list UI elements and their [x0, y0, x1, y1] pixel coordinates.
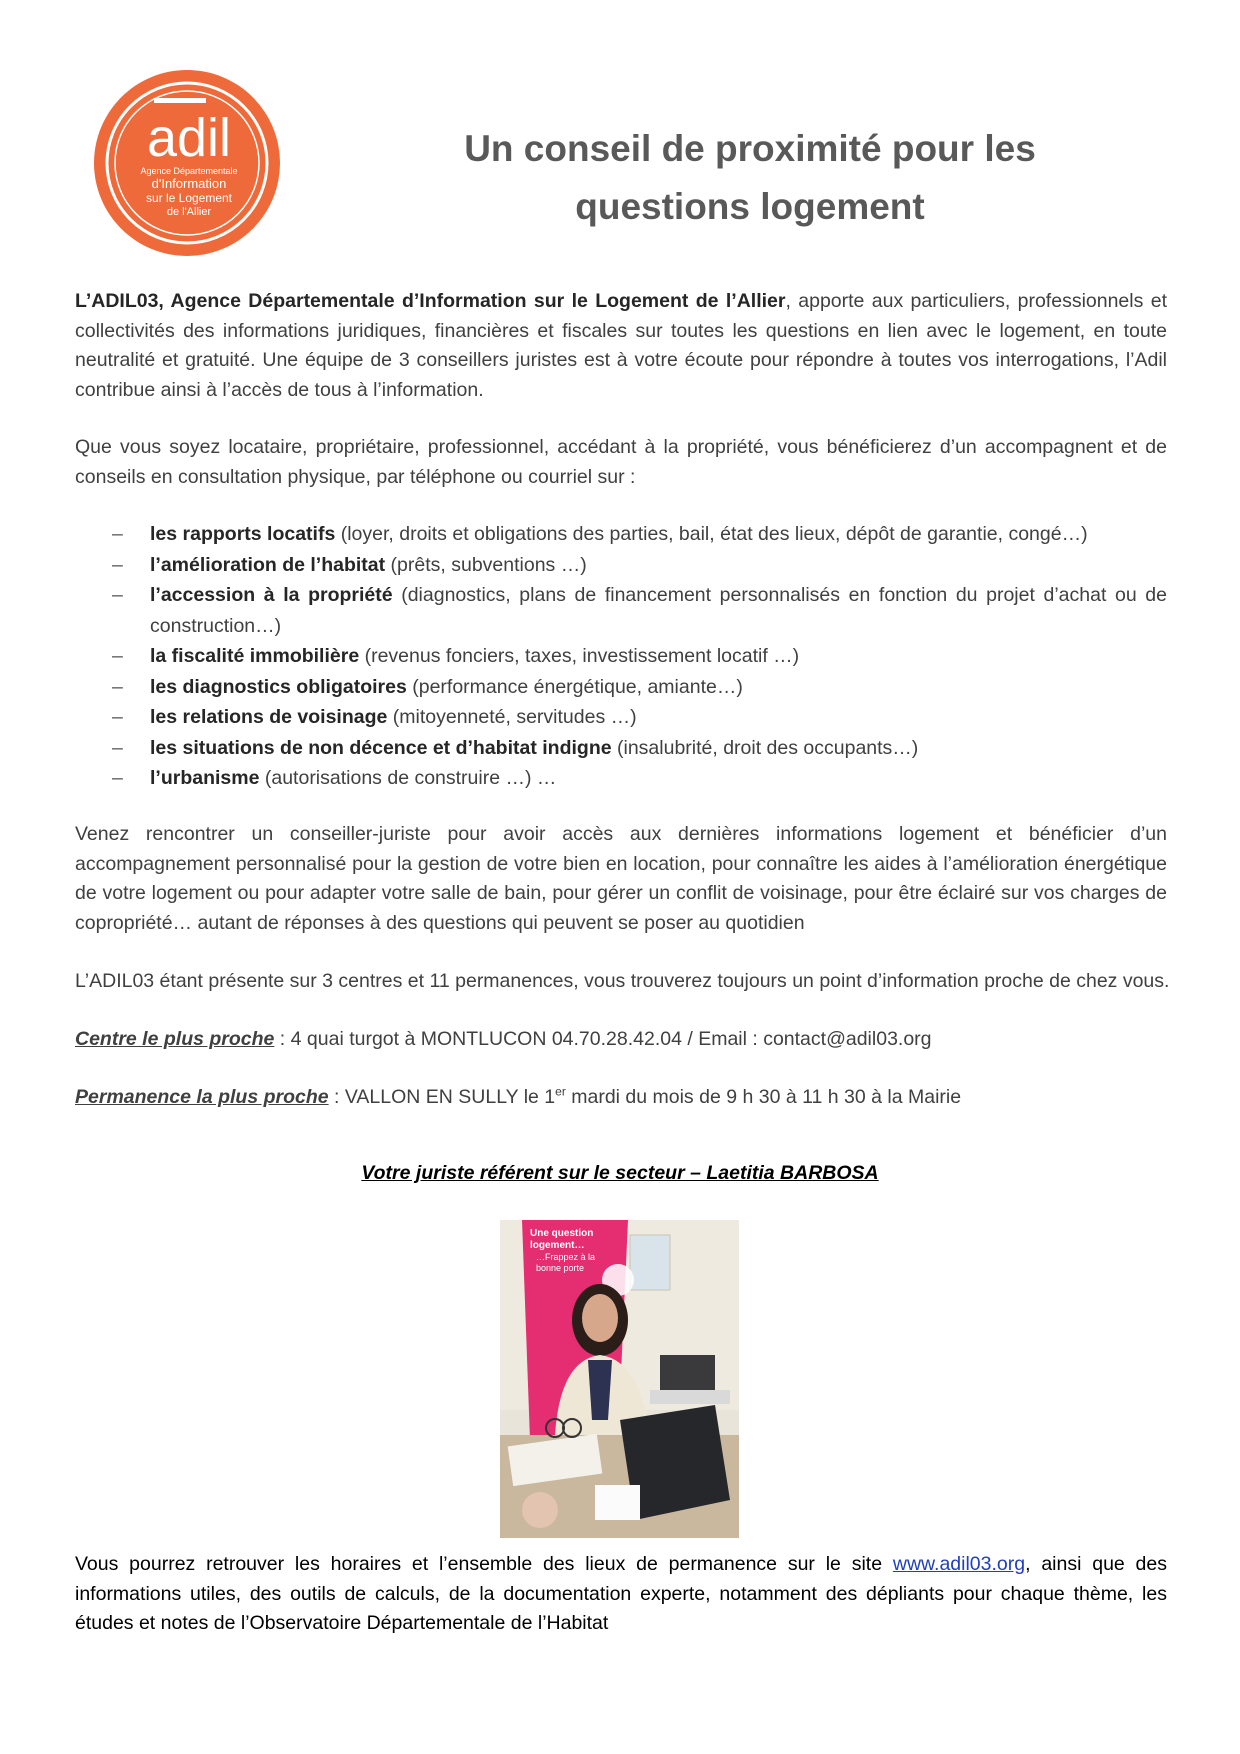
advisor-photo — [500, 1220, 739, 1538]
permanence-text-before: : VALLON EN SULLY le 1 — [328, 1086, 556, 1108]
topic-item — [75, 702, 1167, 733]
topic-title: les diagnostics obligatoires — [150, 675, 407, 698]
venez-paragraph: Venez rencontrer un conseiller-juriste pour avoir accès aux dernières informations logement et bénéficier d’un accompagnement personnalisé pour la gestion de votre bien en location, pour connaître les aides à l’amélioration énergétique de votre logement ou pour adapter votre salle de bain, pour gérer un conflit de voisinage, pour être éclairé sur vos charges de copropriété… autant de réponses à des questions qui peuvent se poser au quotidien — [75, 823, 1167, 934]
intro-text: , apporte aux particuliers, professionnels et collectivités des informations juridiques, financières et fiscales sur toutes les questions en lien avec le logement, en toute neutralité et gratuité. Une équipe de 3 conseillers juristes est à votre écoute pour répondre à toutes vos interrogations, l’Adil contribue ainsi à l’accès de tous à l’information. — [75, 290, 1167, 401]
topic-item — [75, 519, 1167, 550]
presence-line: L’ADIL03 étant présente sur 3 centres et 11 permanences, vous trouverez toujours un point d’information proche de chez vous. — [75, 970, 1170, 992]
bullet-dash: – — [112, 767, 123, 789]
topic-item — [75, 641, 1167, 672]
closing-before: Vous pourrez retrouver les horaires et l’ensemble des lieux de permanence sur le site — [75, 1553, 893, 1575]
topic-title: la fiscalité immobilière — [150, 645, 360, 667]
centre-line — [75, 1024, 932, 1054]
banner-line-1: Une question — [530, 1228, 594, 1239]
bullet-dash: – — [112, 553, 123, 576]
logo-line-2: d'Information — [151, 176, 227, 191]
topic-detail: (autorisations de construire …) … — [259, 767, 557, 789]
topic-title: l’urbanisme — [150, 767, 260, 789]
logo-wordmark: adil — [146, 108, 232, 168]
topic-item — [75, 733, 1167, 764]
bullet-dash: – — [112, 584, 123, 606]
closing-paragraph — [75, 1550, 1167, 1639]
topic-detail: (diagnostics, plans de financement personnalisés en fonction du projet d’achat ou de construction…) — [150, 584, 1167, 637]
topic-item — [75, 672, 1167, 703]
topics-list — [75, 519, 1167, 794]
adil-website-link[interactable]: www.adil03.org — [892, 1553, 1026, 1575]
page-title — [400, 120, 1100, 236]
bullet-dash: – — [112, 675, 123, 698]
topic-detail: (insalubrité, droit des occupants…) — [611, 736, 919, 759]
logo-line-3: sur le Logement — [145, 191, 233, 205]
referent-heading: Votre juriste référent sur le secteur – Laetitia BARBOSA — [361, 1162, 879, 1184]
logo-line-1: Agence Départementale — [140, 166, 238, 176]
permanence-text-after: mardi du mois de 9 h 30 à 11 h 30 à la Mairie — [565, 1086, 962, 1108]
centre-text: : 4 quai turgot à MONTLUCON 04.70.28.42.04 / Email : contact@adil03.org — [274, 1028, 932, 1050]
topic-detail: (revenus fonciers, taxes, investissement locatif …) — [359, 645, 800, 667]
banner-line-3: …Frappez à la — [536, 1252, 596, 1262]
topic-title: les relations de voisinage — [150, 706, 388, 728]
topic-detail: (loyer, droits et obligations des parties, bail, état des lieux, dépôt de garantie, congé…) — [335, 523, 1088, 545]
bullet-dash: – — [112, 736, 123, 759]
topic-title: les rapports locatifs — [150, 523, 336, 545]
topic-detail: (prêts, subventions …) — [385, 553, 587, 576]
closing-after: , ainsi que des informations utiles, des outils de calculs, de la documentation experte, notamment des dépliants pour chaque thème, les études et notes de l’Observatoire Départementale de l’Habitat — [75, 1553, 1167, 1634]
lead-paragraph: Que vous soyez locataire, propriétaire, professionnel, accédant à la propriété, vous bénéficierez d’un accompagnent et de conseils en consultation physique, par téléphone ou courriel sur : — [75, 436, 1167, 488]
topic-title: les situations de non décence et d’habitat indigne — [150, 736, 612, 759]
title-line-1: Un conseil de proximité pour les — [464, 128, 1036, 169]
intro-bold: L’ADIL03, Agence Départementale d’Information sur le Logement de l’Allier — [75, 290, 786, 312]
permanence-sup: er — [555, 1084, 566, 1099]
bullet-dash: – — [112, 706, 123, 728]
centre-label: Centre le plus proche — [75, 1028, 275, 1050]
topic-detail: (mitoyenneté, servitudes …) — [387, 706, 637, 728]
advisor-photo-icon — [500, 1220, 739, 1538]
topic-item — [75, 763, 1167, 794]
title-line-2: questions logement — [575, 186, 925, 227]
topic-title: l’amélioration de l’habitat — [150, 553, 386, 576]
bullet-dash: – — [112, 523, 123, 545]
bullet-dash: – — [112, 645, 123, 667]
topic-item — [75, 550, 1167, 581]
banner-line-2: logement… — [530, 1240, 585, 1251]
topic-title: l’accession à la propriété — [150, 584, 393, 606]
intro-paragraph — [75, 287, 1167, 405]
topic-item — [75, 580, 1167, 641]
adil-logo — [92, 68, 282, 258]
banner-line-4: bonne porte — [536, 1263, 585, 1273]
topic-detail: (performance énergétique, amiante…) — [406, 675, 743, 698]
logo-line-4: de l'Allier — [166, 206, 212, 218]
adil-logo-icon — [92, 68, 282, 258]
permanence-label: Permanence la plus proche — [75, 1086, 329, 1108]
permanence-line — [75, 1082, 961, 1112]
